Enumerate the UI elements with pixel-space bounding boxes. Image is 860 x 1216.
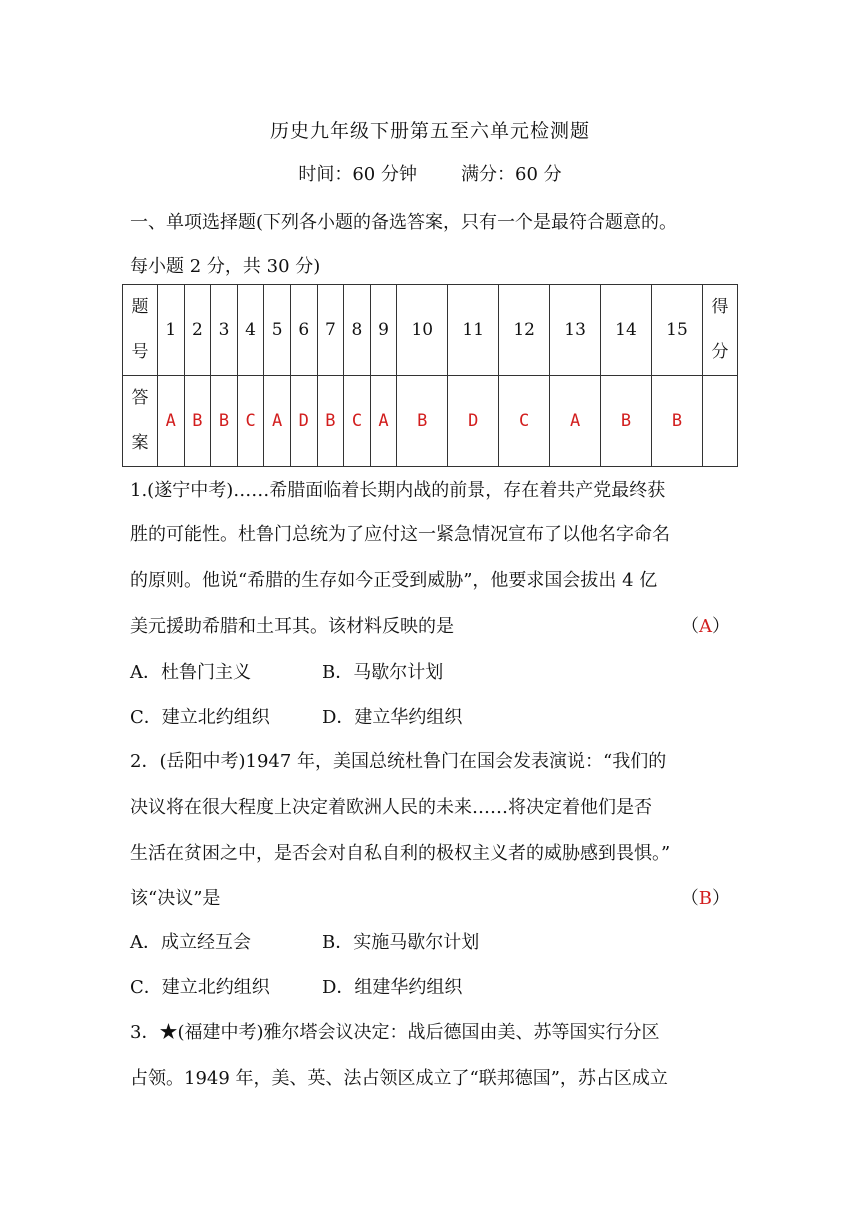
page-title: 历史九年级下册第五至六单元检测题 <box>269 120 590 142</box>
question-1-answer: （A） <box>681 616 730 637</box>
answer-cell: D <box>448 376 499 467</box>
answer-cell: B <box>601 376 652 467</box>
question-number-cell: 10 <box>397 285 448 376</box>
question-1-option-d: D．建立华约组织 <box>322 707 463 728</box>
question-2-line-3: 生活在贫困之中，是否会对自私自利的极权主义者的威胁感到畏惧。” <box>130 843 671 864</box>
table-header-cell: 题 号 <box>123 285 158 376</box>
score-cell <box>703 376 738 467</box>
question-number-cell: 2 <box>184 285 211 376</box>
question-number-cell: 5 <box>264 285 291 376</box>
question-2-line-4: 该“决议”是 <box>130 888 221 909</box>
answer-cell: A <box>550 376 601 467</box>
section-heading-line-2: 每小题 2 分，共 30 分) <box>130 256 321 277</box>
question-number-cell: 15 <box>651 285 702 376</box>
question-number-cell: 14 <box>601 285 652 376</box>
answer-cell: A <box>158 376 185 467</box>
question-number-cell: 3 <box>211 285 238 376</box>
question-1-option-c: C．建立北约组织 <box>130 707 270 728</box>
question-number-cell: 9 <box>370 285 397 376</box>
score-header-cell: 得 分 <box>703 285 738 376</box>
table-row-numbers <box>123 285 738 376</box>
question-2-line-2: 决议将在很大程度上决定着欧洲人民的未来……将决定着他们是否 <box>130 797 652 818</box>
answer-cell: B <box>317 376 344 467</box>
answer-cell: C <box>237 376 264 467</box>
question-1-option-b: B．马歇尔计划 <box>322 662 444 683</box>
table-row-answers <box>123 376 738 467</box>
question-number-cell: 7 <box>317 285 344 376</box>
time-label: 时间：60 分钟 <box>298 164 417 185</box>
answer-cell: B <box>184 376 211 467</box>
table-header-cell: 答 案 <box>123 376 158 467</box>
question-1-line-4: 美元援助希腊和土耳其。该材料反映的是 <box>130 616 454 637</box>
question-2-line-1: 2．(岳阳中考)1947 年，美国总统杜鲁门在国会发表演说：“我们的 <box>130 751 667 772</box>
question-2-answer: （B） <box>680 888 730 909</box>
question-2-option-d: D．组建华约组织 <box>322 977 463 998</box>
question-number-cell: 12 <box>499 285 550 376</box>
question-1-line-3: 的原则。他说“希腊的生存如今正受到威胁”，他要求国会拔出 4 亿 <box>130 570 658 591</box>
answer-cell: A <box>370 376 397 467</box>
question-1-line-2: 胜的可能性。杜鲁门总统为了应付这一紧急情况宣布了以他名字命名 <box>130 524 670 545</box>
question-number-cell: 4 <box>237 285 264 376</box>
question-2-option-c: C．建立北约组织 <box>130 977 270 998</box>
question-1-line-1: 1.(遂宁中考)……希腊面临着长期内战的前景，存在着共产党最终获 <box>130 480 666 501</box>
question-2-option-b: B．实施马歇尔计划 <box>322 932 480 953</box>
answer-cell: C <box>499 376 550 467</box>
answer-table <box>122 284 738 467</box>
question-3-line-1: 3．★(福建中考)雅尔塔会议决定：战后德国由美、苏等国实行分区 <box>130 1022 660 1043</box>
answer-cell: B <box>211 376 238 467</box>
score-label: 满分：60 分 <box>461 164 562 185</box>
question-number-cell: 8 <box>344 285 371 376</box>
question-1-option-a: A．杜鲁门主义 <box>130 662 251 683</box>
question-number-cell: 6 <box>290 285 317 376</box>
answer-cell: D <box>290 376 317 467</box>
answer-cell: C <box>344 376 371 467</box>
question-number-cell: 11 <box>448 285 499 376</box>
answer-cell: A <box>264 376 291 467</box>
question-number-cell: 13 <box>550 285 601 376</box>
answer-cell: B <box>397 376 448 467</box>
question-2-option-a: A．成立经互会 <box>130 932 251 953</box>
section-heading-line-1: 一、单项选择题(下列各小题的备选答案，只有一个是最符合题意的。 <box>130 212 678 233</box>
question-number-cell: 1 <box>158 285 185 376</box>
exam-info <box>0 160 860 186</box>
answer-cell: B <box>651 376 702 467</box>
question-3-line-2: 占领。1949 年，美、英、法占领区成立了“联邦德国”，苏占区成立 <box>130 1068 668 1089</box>
